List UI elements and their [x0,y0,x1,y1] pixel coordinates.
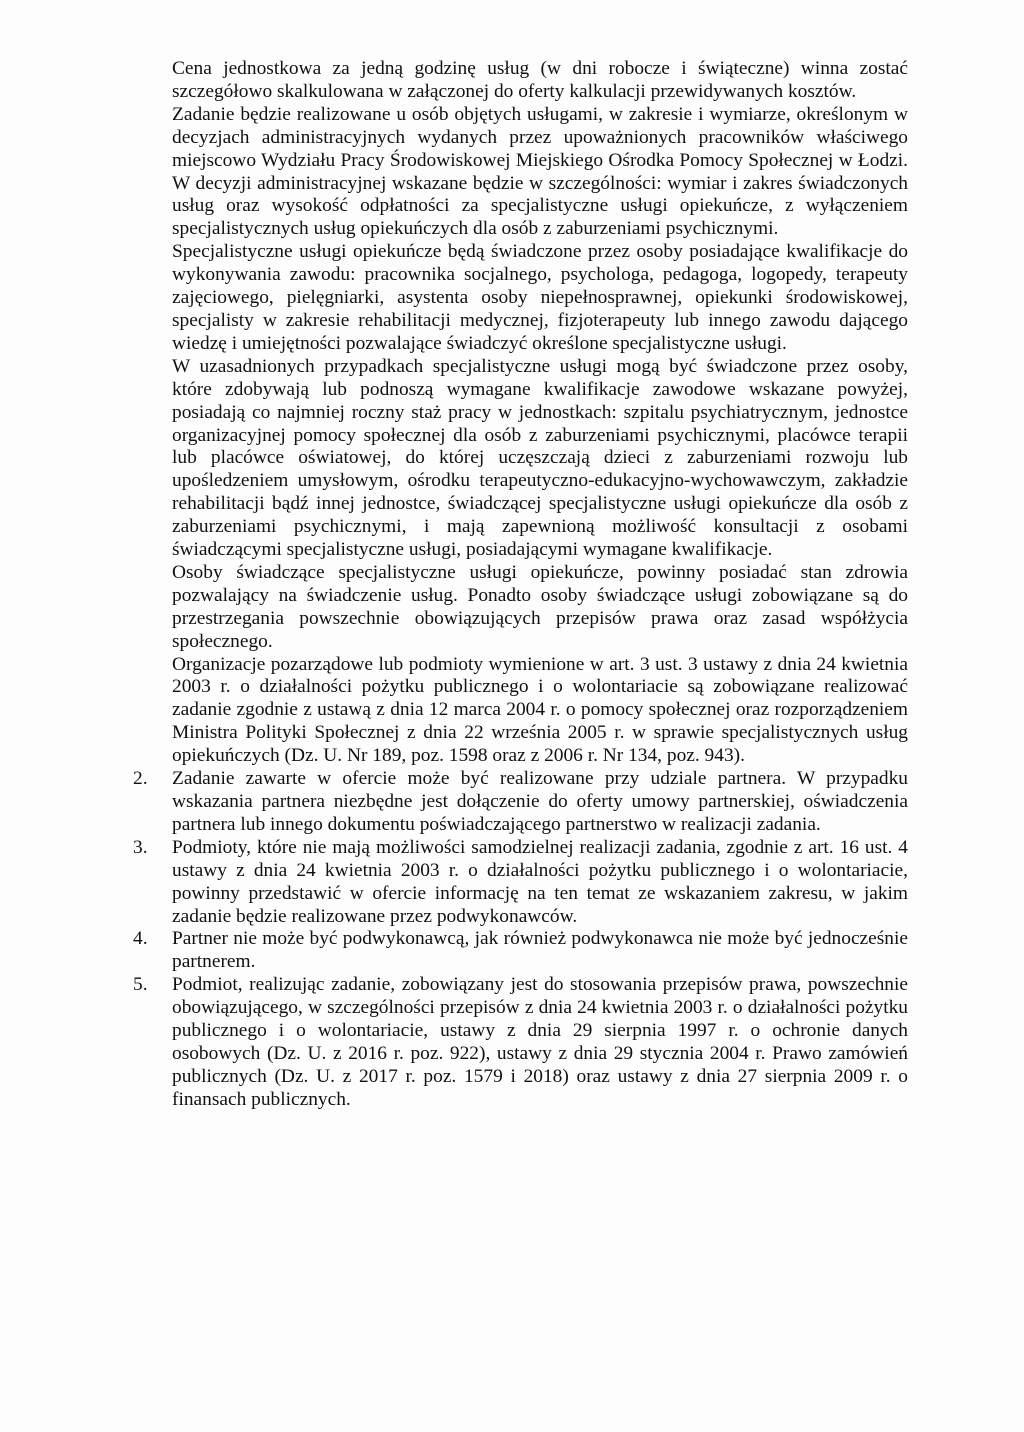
list-item [133,928,908,974]
list-item [133,974,908,1111]
list-item-text: Partner nie może być podwykonawcą, jak również podwykonawca nie może być jednocześnie partnerem. [172,928,908,973]
document-body [133,58,908,1112]
paragraph-task-realization: Zadanie będzie realizowane u osób objętych usługami, w zakresie i wymiarze, określonym w decyzjach administracyjnych wydanych przez upoważnionych pracowników właściwego miejscowo Wydziału Pracy Środowiskowej Miejskiego Ośrodka Pomocy Społecznej w Łodzi. W decyzji administracyjnej wskazane będzie w szczególności: wymiar i zakres świadczonych usług oraz wysokość odpłatności za specjalistyczne usługi opiekuńcze, z wyłączeniem specjalistycznych usług opiekuńczych dla osób z zaburzeniami psychicznymi. [172,103,908,240]
list-item-number: 5. [133,974,148,996]
numbered-list [133,768,908,1112]
list-item [133,836,908,929]
list-item [133,768,908,837]
paragraph-organizations: Organizacje pozarządowe lub podmioty wymienione w art. 3 ust. 3 ustawy z dnia 24 kwietnia 2003 r. o działalności pożytku publicznego i o wolontariacie są zobowiązane realizować zadanie zgodnie z ustawą z dnia 12 marca 2004 r. o pomocy społecznej oraz rozporządzeniem Ministra Polityki Społecznej z dnia 22 września 2005 r. w sprawie specjalistycznych usług opiekuńczych (Dz. U. Nr 189, poz. 1598 oraz z 2006 r. Nr 134, poz. 943). [172,653,908,767]
list-item-text: Podmioty, które nie mają możliwości samodzielnej realizacji zadania, zgodnie z art. 16 ust. 4 ustawy z dnia 24 kwietnia 2003 r. o działalności pożytku publicznego i o wolontariacie, powinny przedstawić w ofercie informację na ten temat ze wskazaniem zakresu, w jakim zadanie będzie realizowane przez podwykonawców. [172,836,908,927]
list-item-number: 2. [133,768,148,790]
list-item-text: Zadanie zawarte w ofercie może być realizowane przy udziale partnera. W przypadku wskazania partnera niezbędne jest dołączenie do oferty umowy partnerskiej, oświadczenia partnera lub innego dokumentu poświadczającego partnerstwo w realizacji zadania. [172,768,908,835]
list-item-text: Podmiot, realizując zadanie, zobowiązany jest do stosowania przepisów prawa, powszechnie obowiązującego, w szczególności przepisów z dnia 24 kwietnia 2003 r. o działalności pożytku publicznego i o wolontariacie, ustawy z dnia 29 sierpnia 1997 r. o ochronie danych osobowych (Dz. U. z 2016 r. poz. 922), ustawy z dnia 29 stycznia 2004 r. Prawo zamówień publicznych (Dz. U. z 2017 r. poz. 1579 i 2018) oraz ustawy z dnia 27 sierpnia 2009 r. o finansach publicznych. [172,974,908,1110]
paragraph-health-requirements: Osoby świadczące specjalistyczne usługi opiekuńcze, powinny posiadać stan zdrowia pozwalający na świadczenie usług. Ponadto osoby świadczące usługi zobowiązane są do przestrzegania powszechnie obowiązujących przepisów prawa oraz zasad współżycia społecznego. [172,561,908,652]
list-item-number: 3. [133,836,148,858]
paragraph-justified-cases: W uzasadnionych przypadkach specjalistyczne usługi mogą być świadczone przez osoby, które zdobywają lub podnoszą wymagane kwalifikacje zawodowe wskazane powyżej, posiadają co najmniej roczny staż pracy w jednostkach: szpitalu psychiatrycznym, jednostce organizacyjnej pomocy społecznej dla osób z zaburzeniami psychicznymi, placówce terapii lub placówce oświatowej, do której uczęszczają dzieci z zaburzeniami rozwoju lub upośledzeniem umysłowym, ośrodku terapeutyczno-edukacyjno-wychowawczym, zakładzie rehabilitacji bądź innej jednostce, świadczącej specjalistyczne usługi opiekuńcze dla osób z zaburzeniami psychicznymi, i mają zapewnioną możliwość konsultacji z osobami świadczącymi specjalistyczne usługi, posiadającymi wymagane kwalifikacje. [172,355,908,561]
paragraph-qualifications: Specjalistyczne usługi opiekuńcze będą świadczone przez osoby posiadające kwalifikacje do wykonywania zawodu: pracownika socjalnego, psychologa, pedagoga, logopedy, terapeuty zajęciowego, pielęgniarki, asystenta osoby niepełnosprawnej, opiekunki środowiskowej, specjalisty w zakresie rehabilitacji medycznej, fizjoterapeuty lub innego zawodu dającego wiedzę i umiejętności pozwalające świadczyć określone specjalistyczne usługi. [172,241,908,354]
paragraph-unit-price: Cena jednostkowa za jedną godzinę usług (w dni robocze i świąteczne) winna zostać szczegółowo skalkulowana w załączonej do oferty kalkulacji przewidywanych kosztów. [172,58,908,102]
list-item-number: 4. [133,928,148,950]
